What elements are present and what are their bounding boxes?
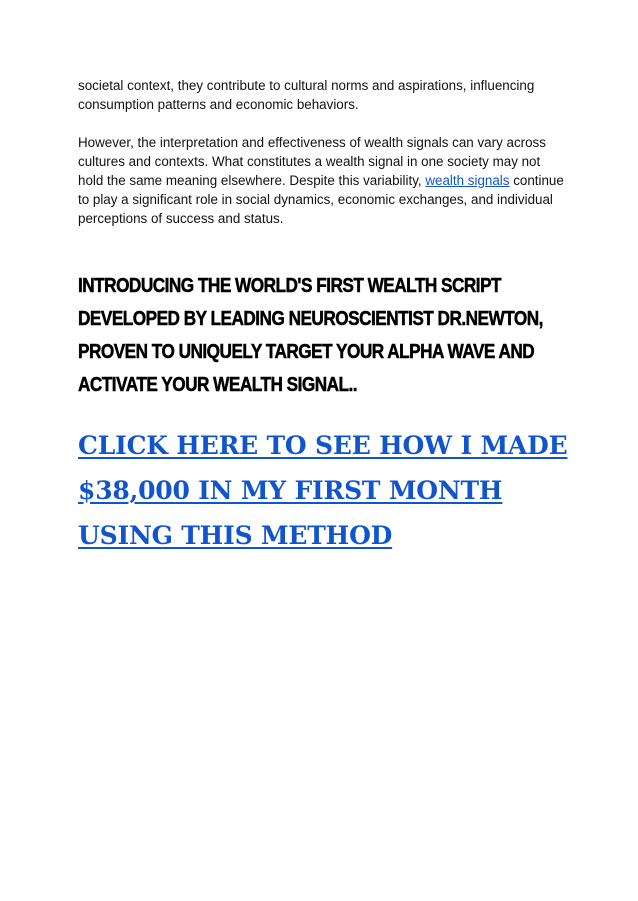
paragraph-2-text-before-link: However, the interpretation and effectiveness of wealth signals can vary across cultures and contexts. What constitutes a wealth signal in one society may not hold the same meaning elsewhere. Despite this variability, [78,135,546,188]
promo-headline: INTRODUCING THE WORLD'S FIRST WEALTH SCRIPT DEVELOPED BY LEADING NEUROSCIENTIST DR.NEWTON, PROVEN TO UNIQUELY TARGET YOUR ALPHA WAVE AND ACTIVATE YOUR WEALTH SIGNAL.. [78,275,543,396]
body-paragraph-1: societal context, they contribute to cultural norms and aspirations, influencing consumption patterns and economic behaviors. [78,78,535,112]
page-content [78,76,568,558]
wealth-signals-link[interactable]: wealth signals [425,173,510,188]
paragraph-2-text-after-link: continue to play a significant role in social dynamics, economic exchanges, and individual perceptions of success and status. [78,173,564,226]
body-paragraph-2 [78,133,568,228]
cta-link[interactable]: CLICK HERE TO SEE HOW I MADE $38,000 IN MY FIRST MONTH USING THIS METHOD [78,431,568,550]
